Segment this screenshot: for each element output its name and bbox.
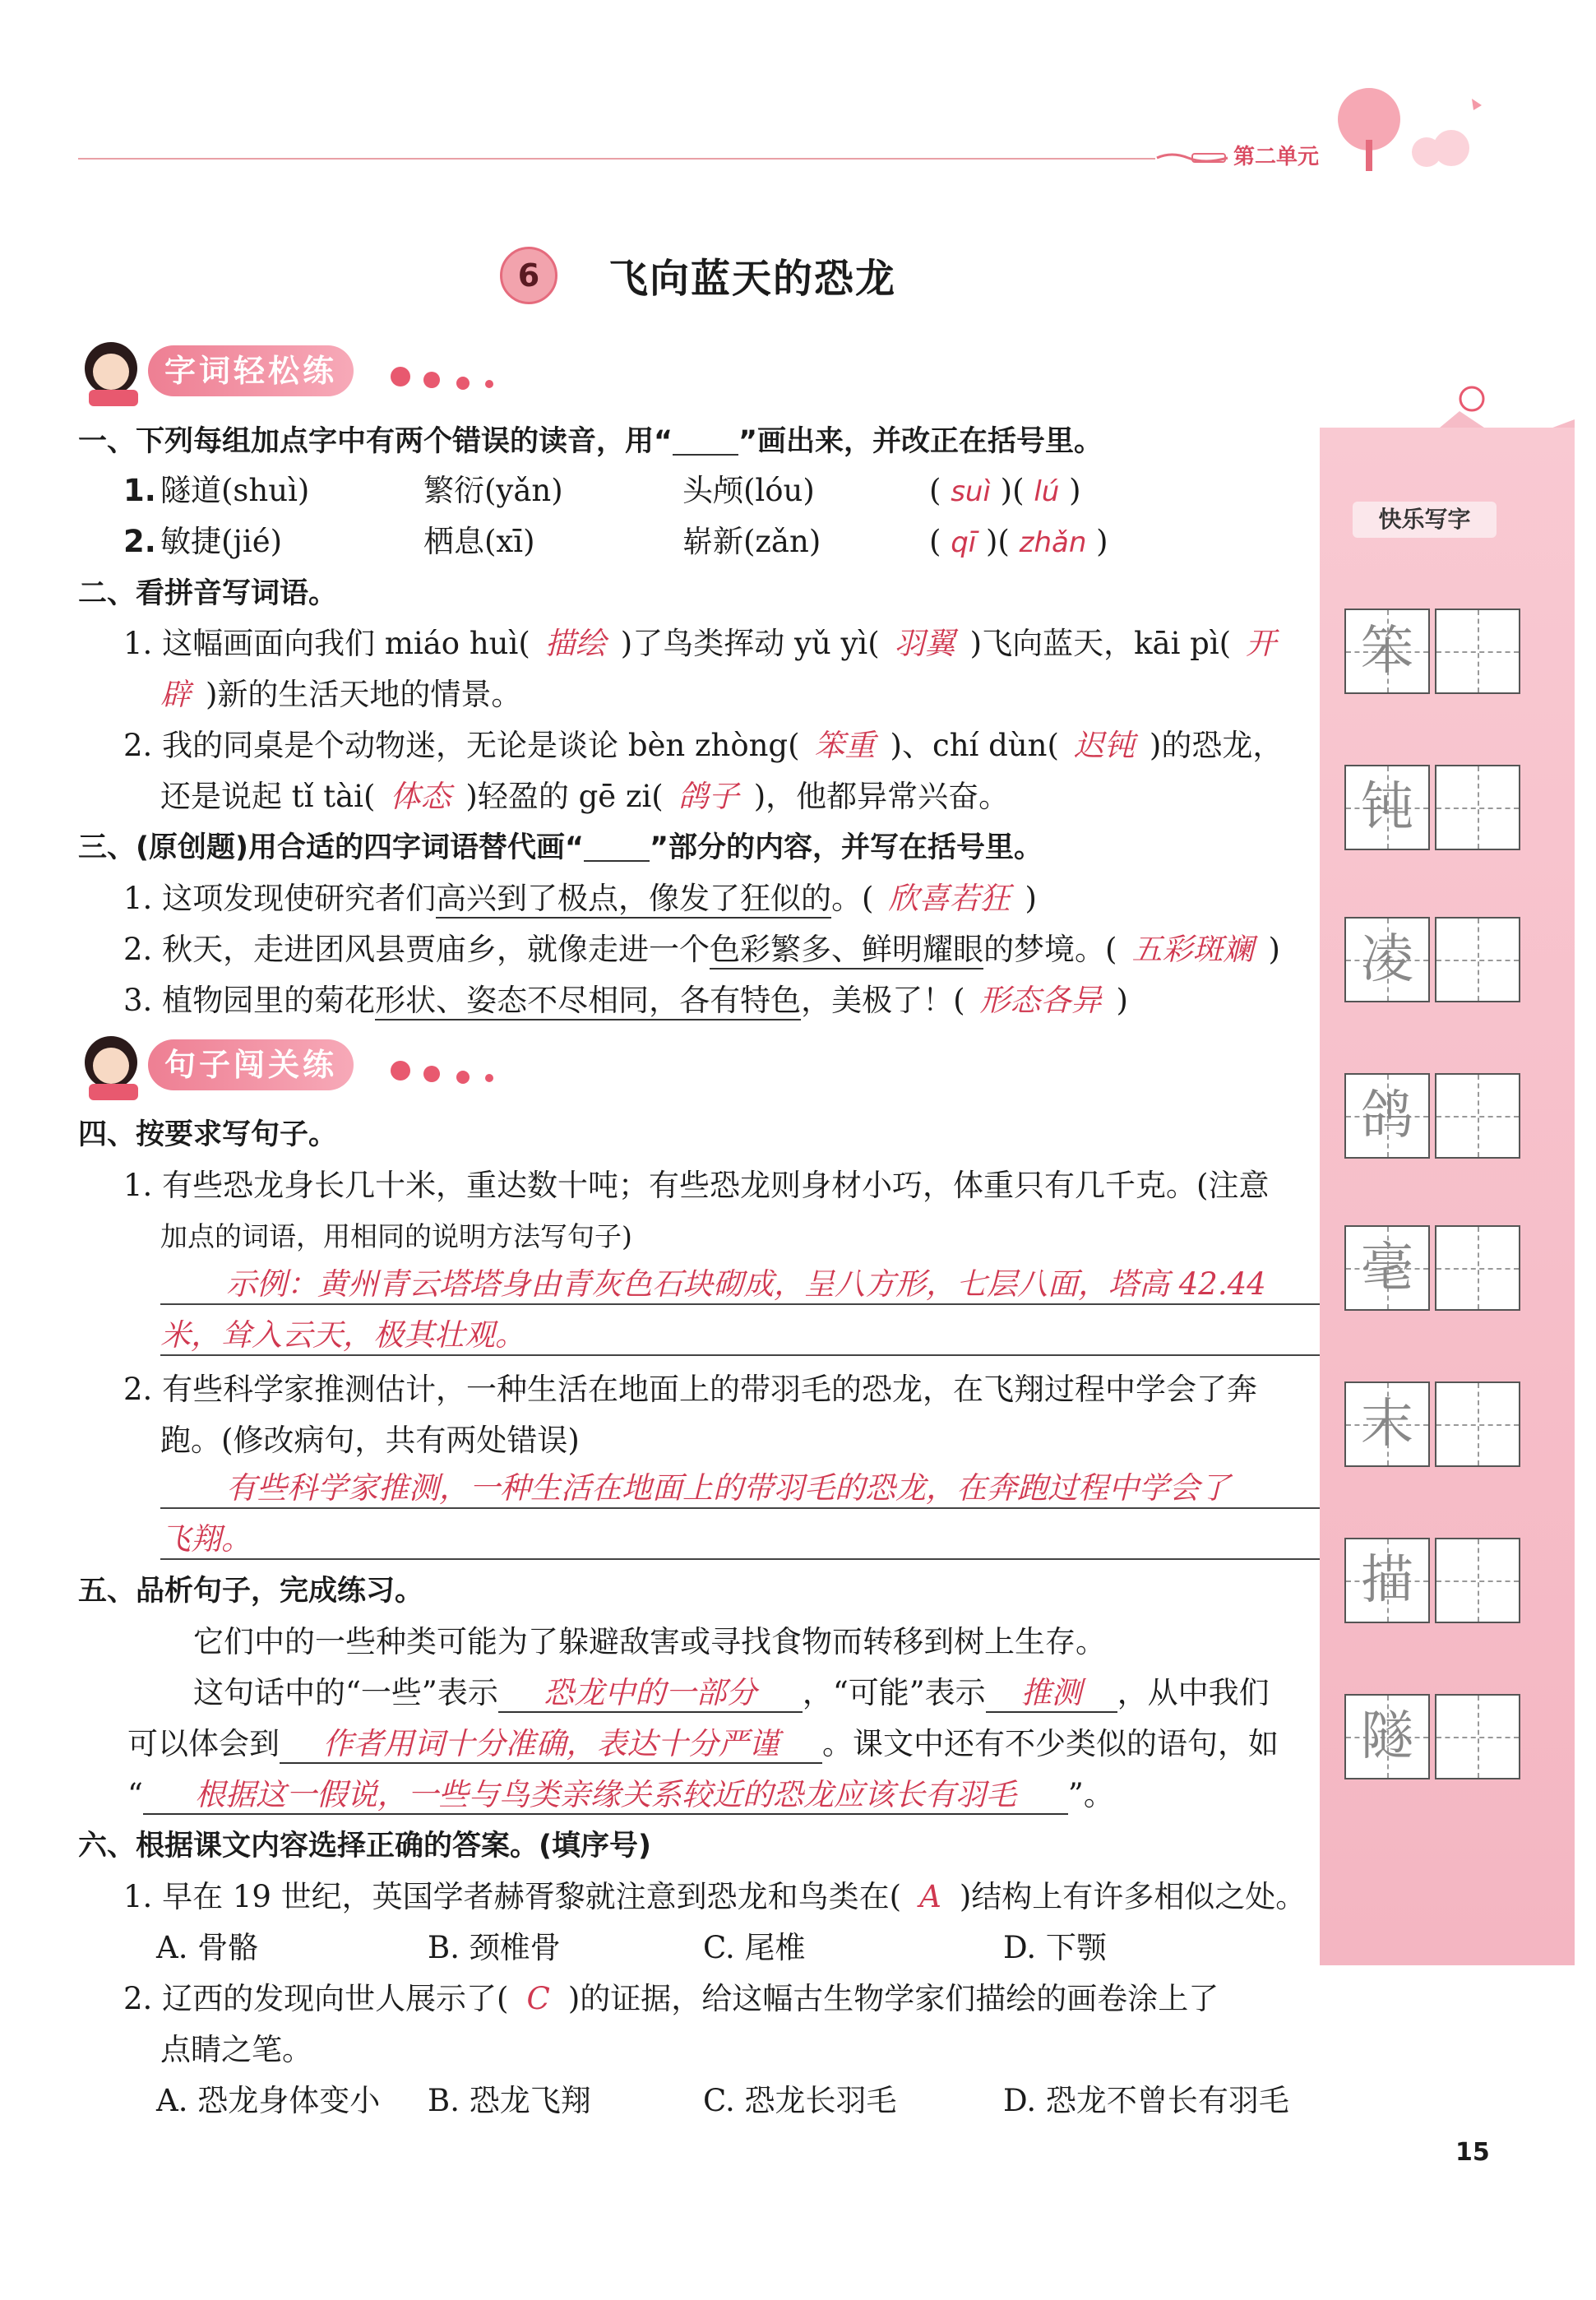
writing-practice-label: 快乐写字: [1353, 502, 1497, 538]
lesson-title: 飞向蓝天的恐龙: [608, 256, 897, 302]
unit-arrow-icon: [1155, 150, 1229, 166]
answer-line: [160, 1558, 1320, 1560]
q6-heading: 六、根据课文内容选择正确的答案。(填序号): [78, 1830, 651, 1863]
q1-row1-num: 1.: [123, 473, 156, 508]
char-cell[interactable]: 描: [1344, 1538, 1430, 1623]
lesson-number-badge: 6: [500, 247, 557, 304]
q1-row1-word2: 繁衍(yǎn): [423, 473, 563, 508]
q4-item1-line2: 加点的词语，用相同的说明方法写句子): [160, 1220, 632, 1252]
section-banner-label: 字词轻松练: [148, 345, 354, 396]
q6-item2-line2: 点睛之笔。: [160, 2032, 312, 2067]
q1-heading: 一、下列每组加点字中有两个错误的读音，用“ ”画出来，并改正在括号里。: [78, 425, 1103, 458]
q4-item2-line1: 2. 有些科学家推测估计，一种生活在地面上的带羽毛的恐龙，在飞翔过程中学会了奔: [123, 1372, 1258, 1407]
reading-girl-icon: [74, 1030, 152, 1104]
section-banner-words: [74, 336, 567, 410]
q2-heading: 二、看拼音写词语。: [78, 577, 338, 610]
q1-row2-num: 2.: [123, 524, 156, 559]
page-number: 15: [1455, 2138, 1490, 2167]
q1-row2-answers: ( qī )( zhǎn ): [929, 524, 1108, 559]
q6-item1-option-b: B. 颈椎骨: [428, 1930, 561, 1965]
q4-answer1-line1: 示例：黄州青云塔塔身由青灰色石块砌成，呈八方形，七层八面，塔高 42.44: [226, 1266, 1266, 1302]
q6-item2-option-d: D. 恐龙不曾长有羽毛: [1003, 2083, 1289, 2118]
header-rule: [78, 158, 1155, 160]
q5-quote: 它们中的一些种类可能为了躲避敌害或寻找食物而转移到树上生存。: [193, 1624, 1106, 1659]
q4-answer2-line1: 有些科学家推测，一种生活在地面上的带羽毛的恐龙，在奔跑过程中学会了: [226, 1470, 1230, 1506]
char-cell[interactable]: 笨: [1344, 609, 1430, 694]
q4-item1-line1: 1. 有些恐龙身长几十米，重达数十吨；有些恐龙则身材小巧，体重只有几千克。(注意: [123, 1168, 1270, 1203]
char-cell-empty[interactable]: [1435, 917, 1520, 1002]
q4-item2-line2: 跑。(修改病句，共有两处错误): [160, 1423, 580, 1458]
char-cell[interactable]: 钝: [1344, 765, 1430, 850]
q1-row1-word3: 头颅(lóu): [682, 473, 815, 508]
char-cell-empty[interactable]: [1435, 1073, 1520, 1159]
char-cell[interactable]: 毫: [1344, 1225, 1430, 1311]
q2-item2-line1: 2. 我的同桌是个动物迷，无论是谈论 bèn zhòng( 笨重 )、chí dùn( 迟钝 )的恐龙，: [123, 728, 1284, 763]
q6-item1-option-d: D. 下颚: [1003, 1930, 1107, 1965]
char-cell[interactable]: 凌: [1344, 917, 1430, 1002]
q1-row2-word1: 敏捷(jié): [160, 524, 283, 559]
q5-line2: 可以体会到 作者用词十分准确，表达十分严谨 。课文中还有不少类似的语句，如: [127, 1724, 1279, 1765]
reading-girl-icon: [74, 336, 152, 410]
q5-line3: “ 根据这一假说，一些与鸟类亲缘关系较近的恐龙应该长有羽毛 ”。: [127, 1775, 1114, 1816]
q6-item2-line1: 2. 辽西的发现向世人展示了( C )的证据，给这幅古生物学家们描绘的画卷涂上了: [123, 1981, 1219, 2016]
char-cell-empty[interactable]: [1435, 1538, 1520, 1623]
q6-item1-option-a: A. 骨骼: [156, 1930, 259, 1965]
q6-item1: 1. 早在 19 世纪，英国学者赫胥黎就注意到恐龙和鸟类在( A )结构上有许多相似之处。: [123, 1879, 1307, 1914]
q2-item1-line2: 辟 )新的生活天地的情景。: [160, 677, 522, 712]
q6-item1-option-c: C. 尾椎: [703, 1930, 806, 1965]
q3-item1: 1. 这项发现使研究者们高兴到了极点，像发了狂似的。( 欣喜若狂 ): [123, 878, 1037, 919]
q6-item2-option-a: A. 恐龙身体变小: [156, 2083, 381, 2118]
answer-line: [160, 1507, 1320, 1509]
unit-label: 第二单元: [1233, 145, 1320, 169]
q4-answer2-line2: 飞翔。: [160, 1521, 252, 1557]
q1-row1-answers: ( suì )( lú ): [929, 473, 1081, 508]
tree-decoration-icon: [1307, 82, 1513, 173]
char-cell-empty[interactable]: [1435, 609, 1520, 694]
char-cell-empty[interactable]: [1435, 1694, 1520, 1779]
answer-line: [160, 1303, 1320, 1305]
q6-item2-option-c: C. 恐龙长羽毛: [703, 2083, 897, 2118]
section-banner-label: 句子闯关练: [148, 1039, 354, 1090]
q4-heading: 四、按要求写句子。: [78, 1118, 338, 1151]
section-banner-sentences: [74, 1030, 567, 1104]
q3-item2: 2. 秋天，走进团风县贾庙乡，就像走进一个色彩繁多、鲜明耀眼的梦境。( 五彩斑斓 ): [123, 929, 1280, 970]
char-cell-empty[interactable]: [1435, 765, 1520, 850]
q1-row2-word3: 崭新(zǎn): [682, 524, 821, 559]
q1-row1-word1: 隧道(shuì): [160, 473, 310, 508]
answer-line: [160, 1354, 1320, 1356]
q4-answer1-line2: 米，耸入云天，极其壮观。: [160, 1317, 525, 1353]
q2-item2-line2: 还是说起 tǐ tài( 体态 )轻盈的 gē zi( 鸽子 )，他都异常兴奋。: [160, 779, 1010, 814]
q5-line1: 这句话中的“一些”表示 恐龙中的一部分 ，“可能”表示 推测 ，从中我们: [193, 1673, 1270, 1714]
char-cell[interactable]: 鸽: [1344, 1073, 1430, 1159]
q3-heading: 三、(原创题)用合适的四字词语替代画“ ”部分的内容，并写在括号里。: [78, 831, 1043, 864]
q1-row2-word2: 栖息(xī): [423, 524, 535, 559]
char-cell-empty[interactable]: [1435, 1381, 1520, 1467]
q6-item2-option-b: B. 恐龙飞翔: [428, 2083, 591, 2118]
q5-heading: 五、品析句子，完成练习。: [78, 1575, 424, 1608]
char-cell-empty[interactable]: [1435, 1225, 1520, 1311]
char-cell[interactable]: 隧: [1344, 1694, 1430, 1779]
q2-item1-line1: 1. 这幅画面向我们 miáo huì( 描绘 )了鸟类挥动 yǔ yì( 羽翼 )飞向蓝天，kāi pì( 开: [123, 626, 1277, 661]
char-cell[interactable]: 末: [1344, 1381, 1430, 1467]
q3-item3: 3. 植物园里的菊花形状、姿态不尽相同，各有特色，美极了！( 形态各异 ): [123, 980, 1128, 1021]
